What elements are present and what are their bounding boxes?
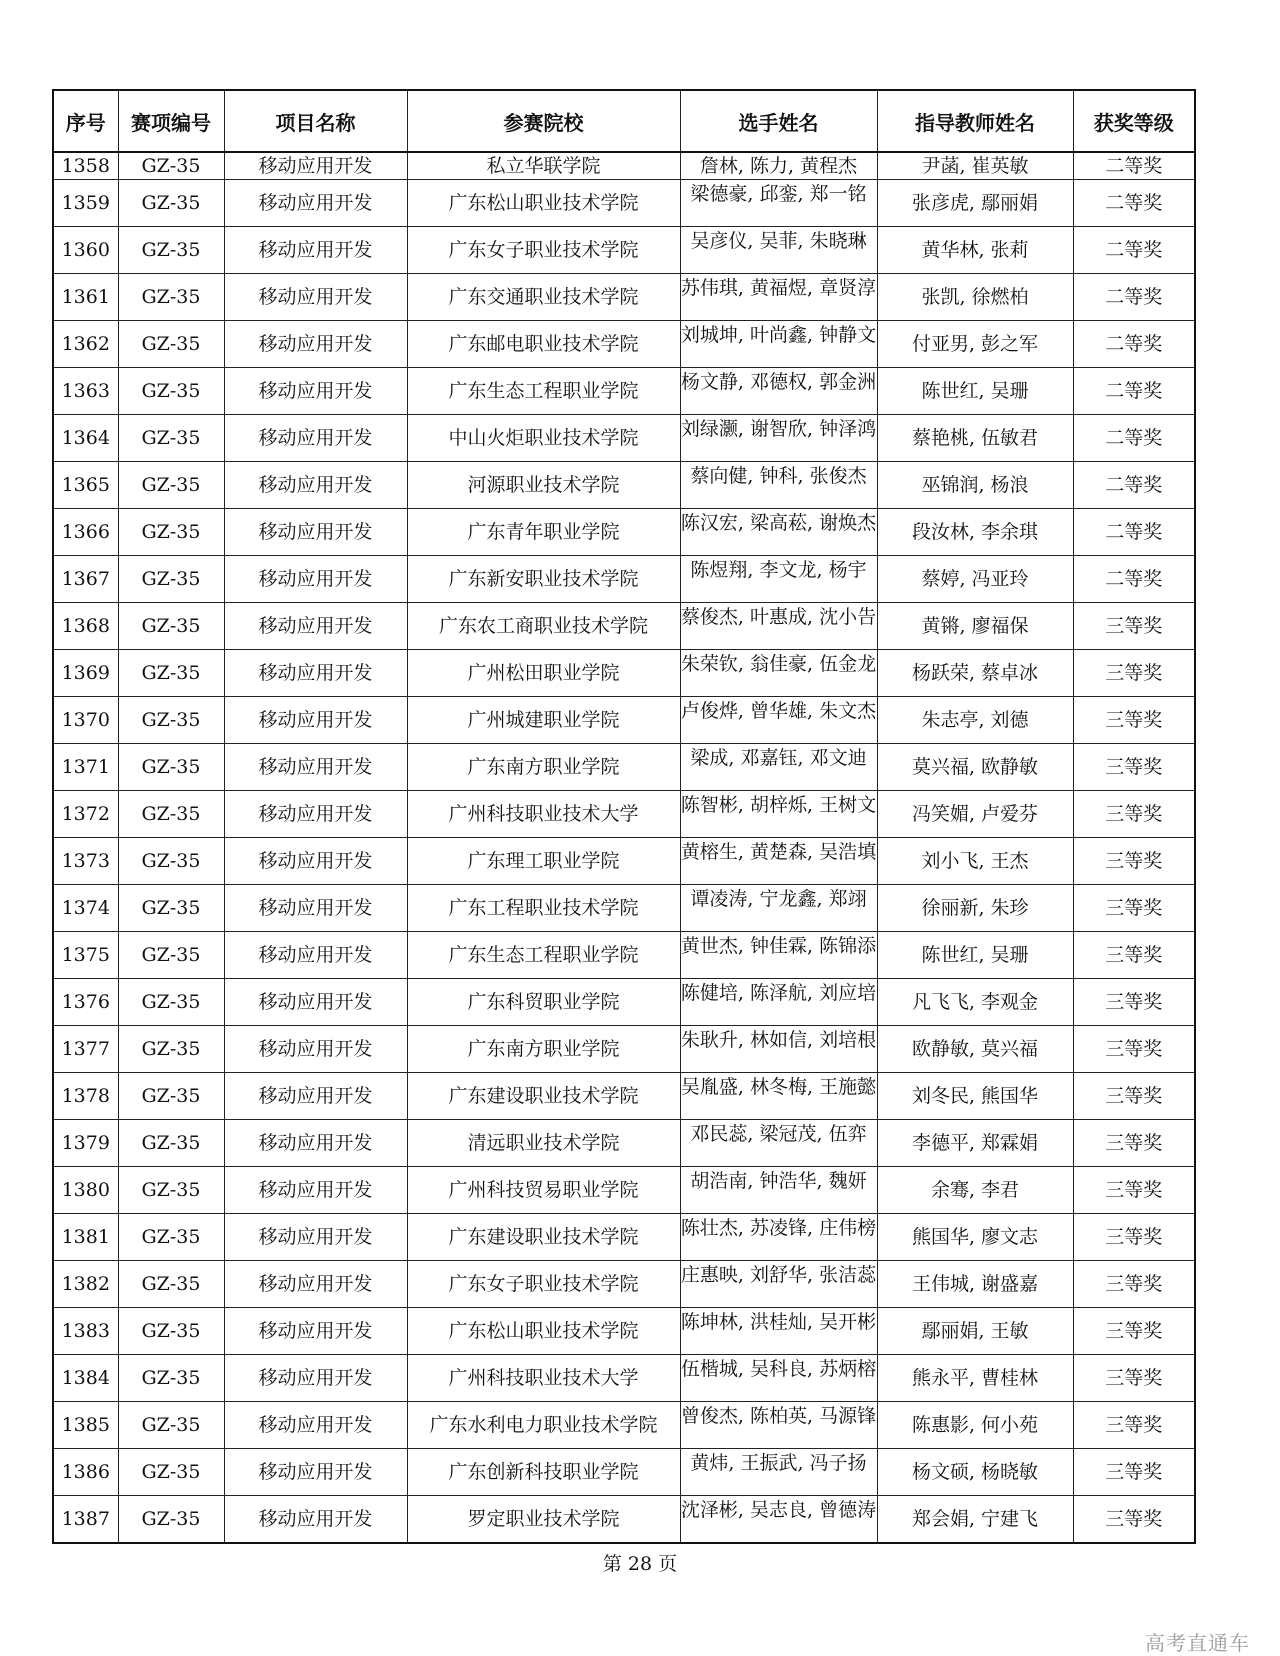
cell-teachers: 李德平, 郑霖娟: [877, 1120, 1073, 1167]
cell-event-code: GZ-35: [118, 1026, 224, 1073]
table-row: [53, 152, 1195, 180]
cell-students: [680, 1496, 877, 1544]
cell-teachers: 刘小飞, 王杰: [877, 838, 1073, 885]
cell-row-index: 1372: [53, 791, 118, 838]
cell-row-index: 1381: [53, 1214, 118, 1261]
cell-students-text: 陈煜翔, 李文龙, 杨宇: [690, 559, 867, 581]
cell-school: 广州城建职业学院: [407, 697, 680, 744]
cell-school: 清远职业技术学院: [407, 1120, 680, 1167]
table-row: [53, 509, 1195, 556]
cell-teachers: 黄华林, 张莉: [877, 227, 1073, 274]
cell-students: [680, 650, 877, 697]
page-number: 第 28 页: [602, 1553, 678, 1575]
cell-teachers: 巫锦润, 杨浪: [877, 462, 1073, 509]
cell-students: [680, 1026, 877, 1073]
cell-students-text: 胡浩南, 钟浩华, 魏妍: [690, 1170, 867, 1192]
cell-school: 广东交通职业技术学院: [407, 274, 680, 321]
cell-students-text: 陈汉宏, 梁高菘, 谢焕杰: [680, 512, 877, 534]
results-table: [52, 89, 1196, 1544]
cell-school: 广东女子职业技术学院: [407, 227, 680, 274]
cell-row-index: 1373: [53, 838, 118, 885]
cell-row-index: 1379: [53, 1120, 118, 1167]
cell-event-code: GZ-35: [118, 1449, 224, 1496]
cell-project-name: 移动应用开发: [224, 462, 407, 509]
cell-teachers: 黄锵, 廖福保: [877, 603, 1073, 650]
cell-teachers: 刘冬民, 熊国华: [877, 1073, 1073, 1120]
cell-students-text: 杨文静, 邓德权, 郭金洲: [680, 371, 877, 393]
cell-project-name: 移动应用开发: [224, 979, 407, 1026]
cell-award: 三等奖: [1073, 603, 1195, 650]
cell-school: 广州松田职业学院: [407, 650, 680, 697]
cell-event-code: GZ-35: [118, 838, 224, 885]
header-cell-event-code: 赛项编号: [118, 90, 224, 152]
cell-students-text: 刘城坤, 叶尚鑫, 钟静文: [680, 324, 877, 346]
table-row: [53, 650, 1195, 697]
cell-row-index: 1387: [53, 1496, 118, 1544]
cell-project-name: 移动应用开发: [224, 415, 407, 462]
cell-students-text: 庄惠映, 刘舒华, 张洁蕊: [680, 1264, 877, 1286]
cell-event-code: GZ-35: [118, 1167, 224, 1214]
cell-students: [680, 1261, 877, 1308]
cell-award: 三等奖: [1073, 744, 1195, 791]
cell-award: 二等奖: [1073, 556, 1195, 603]
cell-teachers: 王伟城, 谢盛嘉: [877, 1261, 1073, 1308]
cell-row-index: 1362: [53, 321, 118, 368]
cell-teachers: 朱志亭, 刘德: [877, 697, 1073, 744]
cell-students: [680, 791, 877, 838]
cell-school: 广东工程职业技术学院: [407, 885, 680, 932]
cell-award: 三等奖: [1073, 1167, 1195, 1214]
cell-school: 广东青年职业学院: [407, 509, 680, 556]
cell-row-index: 1371: [53, 744, 118, 791]
cell-students: [680, 321, 877, 368]
cell-project-name: 移动应用开发: [224, 509, 407, 556]
cell-event-code: GZ-35: [118, 1402, 224, 1449]
cell-event-code: GZ-35: [118, 1073, 224, 1120]
cell-award: 三等奖: [1073, 650, 1195, 697]
header-cell-award: 获奖等级: [1073, 90, 1195, 152]
cell-teachers: 张彦虎, 鄢丽娟: [877, 180, 1073, 227]
cell-project-name: 移动应用开发: [224, 1026, 407, 1073]
cell-school: 广东松山职业技术学院: [407, 1308, 680, 1355]
table-row: [53, 321, 1195, 368]
cell-students-text: 谭凌涛, 宁龙鑫, 郑翊: [690, 888, 867, 910]
cell-teachers: 郑会娟, 宁建飞: [877, 1496, 1073, 1544]
cell-event-code: GZ-35: [118, 274, 224, 321]
cell-event-code: GZ-35: [118, 1120, 224, 1167]
table-row: [53, 1449, 1195, 1496]
cell-award: 二等奖: [1073, 180, 1195, 227]
cell-row-index: 1369: [53, 650, 118, 697]
cell-project-name: 移动应用开发: [224, 152, 407, 180]
cell-event-code: GZ-35: [118, 509, 224, 556]
cell-project-name: 移动应用开发: [224, 650, 407, 697]
table-row: [53, 415, 1195, 462]
cell-row-index: 1378: [53, 1073, 118, 1120]
cell-award: 三等奖: [1073, 697, 1195, 744]
table-row: [53, 180, 1195, 227]
cell-award: 二等奖: [1073, 152, 1195, 180]
cell-students-text: 陈健培, 陈泽航, 刘应培: [680, 982, 877, 1004]
cell-row-index: 1366: [53, 509, 118, 556]
table-row: [53, 462, 1195, 509]
cell-event-code: GZ-35: [118, 1355, 224, 1402]
cell-project-name: 移动应用开发: [224, 1449, 407, 1496]
table-row: [53, 1355, 1195, 1402]
cell-award: 二等奖: [1073, 415, 1195, 462]
cell-teachers: 余骞, 李君: [877, 1167, 1073, 1214]
cell-project-name: 移动应用开发: [224, 1496, 407, 1544]
cell-teachers: 欧静敏, 莫兴福: [877, 1026, 1073, 1073]
cell-project-name: 移动应用开发: [224, 603, 407, 650]
cell-project-name: 移动应用开发: [224, 1261, 407, 1308]
cell-students: [680, 838, 877, 885]
cell-row-index: 1374: [53, 885, 118, 932]
cell-award: 二等奖: [1073, 321, 1195, 368]
cell-award: 二等奖: [1073, 368, 1195, 415]
cell-students-text: 刘绿灏, 谢智欣, 钟泽鸿: [680, 418, 877, 440]
cell-school: 广东水利电力职业技术学院: [407, 1402, 680, 1449]
cell-students: [680, 1120, 877, 1167]
cell-students-text: 卢俊烨, 曾华雄, 朱文杰: [680, 700, 877, 722]
cell-row-index: 1361: [53, 274, 118, 321]
cell-teachers: 杨跃荣, 蔡卓冰: [877, 650, 1073, 697]
cell-row-index: 1364: [53, 415, 118, 462]
cell-school: 广东南方职业学院: [407, 744, 680, 791]
watermark: 高考直通车: [1145, 1631, 1250, 1655]
cell-award: 三等奖: [1073, 1261, 1195, 1308]
cell-school: 广东邮电职业技术学院: [407, 321, 680, 368]
cell-school: 广东建设职业技术学院: [407, 1214, 680, 1261]
cell-row-index: 1360: [53, 227, 118, 274]
cell-event-code: GZ-35: [118, 1214, 224, 1261]
cell-school: 广州科技贸易职业学院: [407, 1167, 680, 1214]
cell-award: 三等奖: [1073, 885, 1195, 932]
cell-project-name: 移动应用开发: [224, 932, 407, 979]
table-row: [53, 791, 1195, 838]
cell-event-code: GZ-35: [118, 415, 224, 462]
cell-project-name: 移动应用开发: [224, 180, 407, 227]
cell-project-name: 移动应用开发: [224, 1402, 407, 1449]
cell-students: 詹林, 陈力, 黄程杰: [680, 152, 877, 180]
cell-school: 河源职业技术学院: [407, 462, 680, 509]
cell-row-index: 1376: [53, 979, 118, 1026]
cell-event-code: GZ-35: [118, 1496, 224, 1544]
cell-project-name: 移动应用开发: [224, 274, 407, 321]
cell-teachers: 陈世红, 吴珊: [877, 368, 1073, 415]
cell-award: 三等奖: [1073, 932, 1195, 979]
cell-row-index: 1370: [53, 697, 118, 744]
cell-students-text: 朱耿升, 林如信, 刘培根: [680, 1029, 877, 1051]
header-cell-project-name: 项目名称: [224, 90, 407, 152]
cell-students-text: 黄世杰, 钟佳霖, 陈锦添: [680, 935, 877, 957]
cell-students-text: 黄炜, 王振武, 冯子扬: [690, 1452, 867, 1474]
cell-students: [680, 415, 877, 462]
cell-school: 广东南方职业学院: [407, 1026, 680, 1073]
cell-students: [680, 1214, 877, 1261]
cell-row-index: 1377: [53, 1026, 118, 1073]
cell-students: [680, 1402, 877, 1449]
cell-row-index: 1358: [53, 152, 118, 180]
table-row: [53, 368, 1195, 415]
cell-school: 广东女子职业技术学院: [407, 1261, 680, 1308]
cell-teachers: 蔡艳桃, 伍敏君: [877, 415, 1073, 462]
cell-row-index: 1380: [53, 1167, 118, 1214]
cell-students-text: 吴胤盛, 林冬梅, 王施懿: [680, 1076, 877, 1098]
cell-project-name: 移动应用开发: [224, 1167, 407, 1214]
cell-award: 三等奖: [1073, 1355, 1195, 1402]
cell-event-code: GZ-35: [118, 697, 224, 744]
cell-school: 广州科技职业技术大学: [407, 791, 680, 838]
cell-row-index: 1368: [53, 603, 118, 650]
cell-students: [680, 509, 877, 556]
table-row: [53, 1308, 1195, 1355]
cell-teachers: 冯笑媚, 卢爱芬: [877, 791, 1073, 838]
cell-award: 三等奖: [1073, 1308, 1195, 1355]
cell-teachers: 段汝林, 李余琪: [877, 509, 1073, 556]
cell-teachers: 杨文硕, 杨晓敏: [877, 1449, 1073, 1496]
table-row: [53, 885, 1195, 932]
cell-students-text: 邓民蕊, 梁冠茂, 伍弈: [690, 1123, 867, 1145]
cell-row-index: 1383: [53, 1308, 118, 1355]
cell-students-text: 蔡向健, 钟科, 张俊杰: [690, 465, 867, 487]
cell-students: [680, 697, 877, 744]
cell-teachers: 尹菡, 崔英敏: [877, 152, 1073, 180]
cell-students: [680, 1167, 877, 1214]
cell-school: 广东建设职业技术学院: [407, 1073, 680, 1120]
header-cell-index: 序号: [53, 90, 118, 152]
cell-school: 广东科贸职业学院: [407, 979, 680, 1026]
table-row: [53, 227, 1195, 274]
cell-event-code: GZ-35: [118, 1308, 224, 1355]
table-row: [53, 838, 1195, 885]
cell-row-index: 1386: [53, 1449, 118, 1496]
header-cell-students: 选手姓名: [680, 90, 877, 152]
cell-event-code: GZ-35: [118, 321, 224, 368]
cell-students-text: 苏伟琪, 黄福煜, 章贤淳: [680, 277, 877, 299]
cell-award: 二等奖: [1073, 274, 1195, 321]
cell-award: 三等奖: [1073, 1073, 1195, 1120]
cell-school: 中山火炬职业技术学院: [407, 415, 680, 462]
table-row: [53, 1261, 1195, 1308]
cell-award: 三等奖: [1073, 1449, 1195, 1496]
cell-students: [680, 979, 877, 1026]
cell-students-text: 蔡俊杰, 叶惠成, 沈小告: [680, 606, 877, 628]
cell-event-code: GZ-35: [118, 227, 224, 274]
cell-event-code: GZ-35: [118, 603, 224, 650]
cell-teachers: 熊永平, 曹桂林: [877, 1355, 1073, 1402]
cell-row-index: 1382: [53, 1261, 118, 1308]
cell-teachers: 熊国华, 廖文志: [877, 1214, 1073, 1261]
cell-teachers: 徐丽新, 朱珍: [877, 885, 1073, 932]
cell-teachers: 莫兴福, 欧静敏: [877, 744, 1073, 791]
cell-students: [680, 1449, 877, 1496]
cell-project-name: 移动应用开发: [224, 744, 407, 791]
cell-award: 三等奖: [1073, 838, 1195, 885]
cell-event-code: GZ-35: [118, 650, 224, 697]
cell-school: 私立华联学院: [407, 152, 680, 180]
cell-students: [680, 1355, 877, 1402]
cell-students-text: 伍楷城, 吴科良, 苏炳榕: [680, 1358, 877, 1380]
cell-award: 三等奖: [1073, 1496, 1195, 1544]
cell-event-code: GZ-35: [118, 180, 224, 227]
cell-event-code: GZ-35: [118, 979, 224, 1026]
cell-school: 广东创新科技职业学院: [407, 1449, 680, 1496]
cell-students-text: 陈壮杰, 苏凌锋, 庄伟榜: [680, 1217, 877, 1239]
cell-students: [680, 603, 877, 650]
cell-event-code: GZ-35: [118, 744, 224, 791]
cell-teachers: 陈世红, 吴珊: [877, 932, 1073, 979]
cell-students-text: 沈泽彬, 吴志良, 曾德涛: [680, 1499, 877, 1521]
cell-teachers: 鄢丽娟, 王敏: [877, 1308, 1073, 1355]
cell-school: 广东理工职业学院: [407, 838, 680, 885]
cell-students: [680, 556, 877, 603]
cell-students-text: 黄榕生, 黄楚森, 吴浩填: [680, 841, 877, 863]
cell-teachers: 蔡婷, 冯亚玲: [877, 556, 1073, 603]
cell-students: [680, 1308, 877, 1355]
cell-award: 三等奖: [1073, 1402, 1195, 1449]
cell-row-index: 1367: [53, 556, 118, 603]
table-row: [53, 1073, 1195, 1120]
cell-row-index: 1359: [53, 180, 118, 227]
cell-students-text: 梁成, 邓嘉钰, 邓文迪: [690, 747, 867, 769]
cell-school: 广州科技职业技术大学: [407, 1355, 680, 1402]
table-row: [53, 744, 1195, 791]
cell-project-name: 移动应用开发: [224, 697, 407, 744]
cell-project-name: 移动应用开发: [224, 1073, 407, 1120]
table-row: [53, 603, 1195, 650]
cell-award: 二等奖: [1073, 227, 1195, 274]
cell-event-code: GZ-35: [118, 368, 224, 415]
table-row: [53, 1120, 1195, 1167]
table-row: [53, 1167, 1195, 1214]
header-row: [53, 90, 1195, 152]
cell-project-name: 移动应用开发: [224, 885, 407, 932]
cell-students: [680, 744, 877, 791]
table-row: [53, 932, 1195, 979]
cell-school: 广东生态工程职业学院: [407, 368, 680, 415]
header-cell-teachers: 指导教师姓名: [877, 90, 1073, 152]
cell-students-text: 梁德豪, 邱銮, 郑一铭: [690, 183, 867, 205]
cell-event-code: GZ-35: [118, 462, 224, 509]
table-row: [53, 556, 1195, 603]
cell-students: [680, 462, 877, 509]
cell-teachers: 付亚男, 彭之军: [877, 321, 1073, 368]
cell-row-index: 1365: [53, 462, 118, 509]
cell-students: [680, 885, 877, 932]
cell-award: 二等奖: [1073, 462, 1195, 509]
cell-school: 罗定职业技术学院: [407, 1496, 680, 1544]
cell-students-text: 陈智彬, 胡梓烁, 王树文: [680, 794, 877, 816]
cell-students: [680, 227, 877, 274]
cell-students: [680, 1073, 877, 1120]
cell-project-name: 移动应用开发: [224, 838, 407, 885]
cell-students: [680, 180, 877, 227]
cell-project-name: 移动应用开发: [224, 1308, 407, 1355]
cell-project-name: 移动应用开发: [224, 556, 407, 603]
cell-school: 广东生态工程职业学院: [407, 932, 680, 979]
cell-students-text: 曾俊杰, 陈柏英, 马源锋: [680, 1405, 877, 1427]
cell-students-text: 朱荣钦, 翁佳豪, 伍金龙: [680, 653, 877, 675]
cell-row-index: 1363: [53, 368, 118, 415]
cell-school: 广东农工商职业技术学院: [407, 603, 680, 650]
cell-event-code: GZ-35: [118, 556, 224, 603]
cell-school: 广东新安职业技术学院: [407, 556, 680, 603]
cell-school: 广东松山职业技术学院: [407, 180, 680, 227]
cell-event-code: GZ-35: [118, 932, 224, 979]
table-row: [53, 697, 1195, 744]
cell-award: 三等奖: [1073, 979, 1195, 1026]
table-row: [53, 1214, 1195, 1261]
table-row: [53, 274, 1195, 321]
cell-students: [680, 368, 877, 415]
cell-award: 三等奖: [1073, 1026, 1195, 1073]
cell-teachers: 凡飞飞, 李观金: [877, 979, 1073, 1026]
cell-project-name: 移动应用开发: [224, 791, 407, 838]
cell-row-index: 1375: [53, 932, 118, 979]
cell-award: 三等奖: [1073, 1120, 1195, 1167]
cell-students: [680, 274, 877, 321]
table-row: [53, 1402, 1195, 1449]
cell-project-name: 移动应用开发: [224, 1120, 407, 1167]
cell-event-code: GZ-35: [118, 152, 224, 180]
cell-award: 三等奖: [1073, 1214, 1195, 1261]
cell-students-text: 吴彦仪, 吴菲, 朱晓琳: [690, 230, 867, 252]
table-row: [53, 1496, 1195, 1544]
header-cell-school: 参赛院校: [407, 90, 680, 152]
cell-project-name: 移动应用开发: [224, 1214, 407, 1261]
cell-students: [680, 932, 877, 979]
cell-project-name: 移动应用开发: [224, 321, 407, 368]
cell-row-index: 1384: [53, 1355, 118, 1402]
table-row: [53, 979, 1195, 1026]
cell-teachers: 张凯, 徐燃柏: [877, 274, 1073, 321]
cell-project-name: 移动应用开发: [224, 1355, 407, 1402]
cell-teachers: 陈惠影, 何小苑: [877, 1402, 1073, 1449]
cell-event-code: GZ-35: [118, 885, 224, 932]
cell-award: 三等奖: [1073, 791, 1195, 838]
cell-event-code: GZ-35: [118, 791, 224, 838]
cell-event-code: GZ-35: [118, 1261, 224, 1308]
cell-students-text: 陈坤林, 洪桂灿, 吴开彬: [680, 1311, 877, 1333]
cell-award: 二等奖: [1073, 509, 1195, 556]
table-row: [53, 1026, 1195, 1073]
cell-row-index: 1385: [53, 1402, 118, 1449]
cell-project-name: 移动应用开发: [224, 368, 407, 415]
cell-project-name: 移动应用开发: [224, 227, 407, 274]
